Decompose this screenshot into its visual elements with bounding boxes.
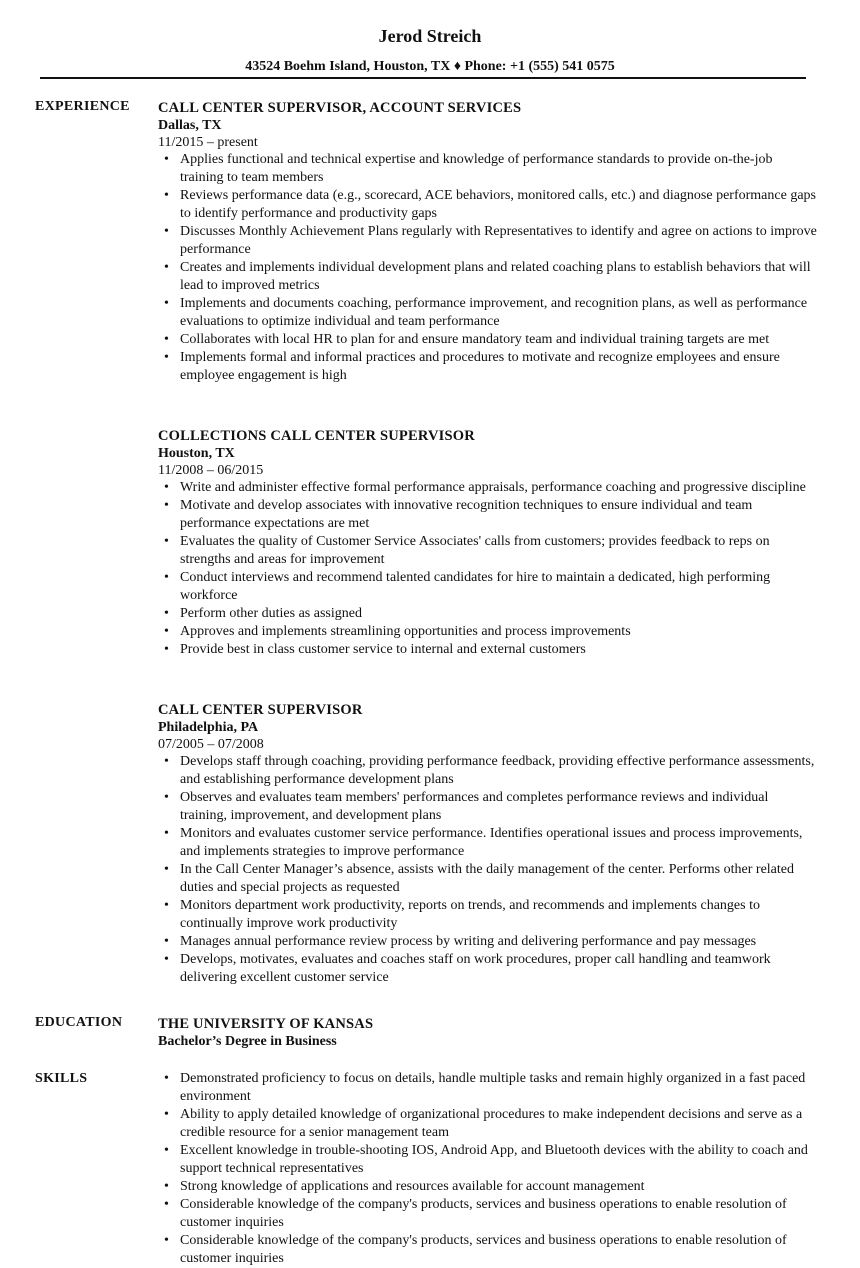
bullet-item: • Reviews performance data (e.g., scorecard, ACE behaviors, monitored calls, etc.) and diagnose performance gaps to identify performance and productivity gaps xyxy=(158,187,818,223)
bullet-item: • Observes and evaluates team members' performances and completes performance reviews and individual training, improvement, and development plans xyxy=(158,789,818,825)
section-label-education: EDUCATION xyxy=(35,1015,123,1030)
job-entry xyxy=(158,427,818,659)
job-title: COLLECTIONS CALL CENTER SUPERVISOR xyxy=(158,428,475,444)
job-entry xyxy=(158,99,818,385)
bullet-item: • Implements formal and informal practices and procedures to motivate and recognize employees and ensure employee engagement is high xyxy=(158,349,818,385)
skill-item: • Demonstrated proficiency to focus on details, handle multiple tasks and remain highly organized in a fast paced environment xyxy=(158,1070,818,1106)
header-divider xyxy=(40,77,806,79)
section-label-experience: EXPERIENCE xyxy=(35,99,130,114)
job-bullets xyxy=(158,479,818,659)
job-dates: 07/2005 – 07/2008 xyxy=(158,737,264,752)
degree: Bachelor’s Degree in Business xyxy=(158,1034,337,1049)
bullet-item: • Conduct interviews and recommend talented candidates for hire to maintain a dedicated, high performing workforce xyxy=(158,569,818,605)
job-title: CALL CENTER SUPERVISOR xyxy=(158,702,363,718)
bullet-item: • Manages annual performance review process by writing and delivering performance and pay messages xyxy=(158,933,818,951)
bullet-item: • Implements and documents coaching, performance improvement, and recognition plans, as well as performance evaluations to optimize individual and team performance xyxy=(158,295,818,331)
job-entry xyxy=(158,701,818,987)
bullet-item: • Develops staff through coaching, providing performance feedback, providing effective performance assessments, and establishing performance development plans xyxy=(158,753,818,789)
bullet-item: • Perform other duties as assigned xyxy=(158,605,818,623)
bullet-item: • Write and administer effective formal performance appraisals, performance coaching and progressive discipline xyxy=(158,479,818,497)
bullet-item: • Monitors and evaluates customer service performance. Identifies operational issues and process improvements, and implements strategies to improve performance xyxy=(158,825,818,861)
bullet-item: • Provide best in class customer service to internal and external customers xyxy=(158,641,818,659)
bullet-item: • Collaborates with local HR to plan for and ensure mandatory team and individual training targets are met xyxy=(158,331,818,349)
bullet-item: • Creates and implements individual development plans and related coaching plans to establish behaviors that will lead to improved metrics xyxy=(158,259,818,295)
bullet-item: • Approves and implements streamlining opportunities and process improvements xyxy=(158,623,818,641)
bullet-item: • In the Call Center Manager’s absence, assists with the daily management of the center. Performs other related duties and special projects as requested xyxy=(158,861,818,897)
job-location: Philadelphia, PA xyxy=(158,720,259,735)
skills-bullets xyxy=(158,1070,818,1268)
job-dates: 11/2008 – 06/2015 xyxy=(158,463,264,478)
job-dates: 11/2015 – present xyxy=(158,135,258,150)
skill-item: • Considerable knowledge of the company's products, services and business operations to enable resolution of customer inquiries xyxy=(158,1196,818,1232)
job-bullets xyxy=(158,753,818,987)
candidate-name: Jerod Streich xyxy=(378,26,482,46)
skill-item: • Considerable knowledge of the company's products, services and business operations to enable resolution of customer inquiries xyxy=(158,1232,818,1268)
job-bullets xyxy=(158,151,818,385)
school-name: THE UNIVERSITY OF KANSAS xyxy=(158,1016,374,1032)
skill-item: • Strong knowledge of applications and resources available for account management xyxy=(158,1178,818,1196)
education-entry xyxy=(158,1015,818,1051)
section-label-skills: SKILLS xyxy=(35,1071,88,1086)
bullet-item: • Monitors department work productivity, reports on trends, and recommends and implements changes to continually improve work productivity xyxy=(158,897,818,933)
bullet-item: • Applies functional and technical expertise and knowledge of performance standards to provide on-the-job training to team members xyxy=(158,151,818,187)
contact-line: 43524 Boehm Island, Houston, TX ♦ Phone: +1 (555) 541 0575 xyxy=(245,59,615,74)
bullet-item: • Discusses Monthly Achievement Plans regularly with Representatives to identify and agree on actions to improve performance xyxy=(158,223,818,259)
job-location: Houston, TX xyxy=(158,446,235,461)
job-title: CALL CENTER SUPERVISOR, ACCOUNT SERVICES xyxy=(158,100,522,116)
skill-item: • Excellent knowledge in trouble-shooting IOS, Android App, and Bluetooth devices with the ability to coach and support technical representatives xyxy=(158,1142,818,1178)
bullet-item: • Evaluates the quality of Customer Service Associates' calls from customers; provides feedback to reps on strengths and areas for improvement xyxy=(158,533,818,569)
bullet-item: • Develops, motivates, evaluates and coaches staff on work procedures, proper call handling and teamwork delivering excellent customer service xyxy=(158,951,818,987)
job-location: Dallas, TX xyxy=(158,118,222,133)
skill-item: • Ability to apply detailed knowledge of organizational procedures to make independent decisions and serve as a credible resource for a senior management team xyxy=(158,1106,818,1142)
bullet-item: • Motivate and develop associates with innovative recognition techniques to ensure individual and team performance expectations are met xyxy=(158,497,818,533)
skills-list xyxy=(158,1070,818,1268)
